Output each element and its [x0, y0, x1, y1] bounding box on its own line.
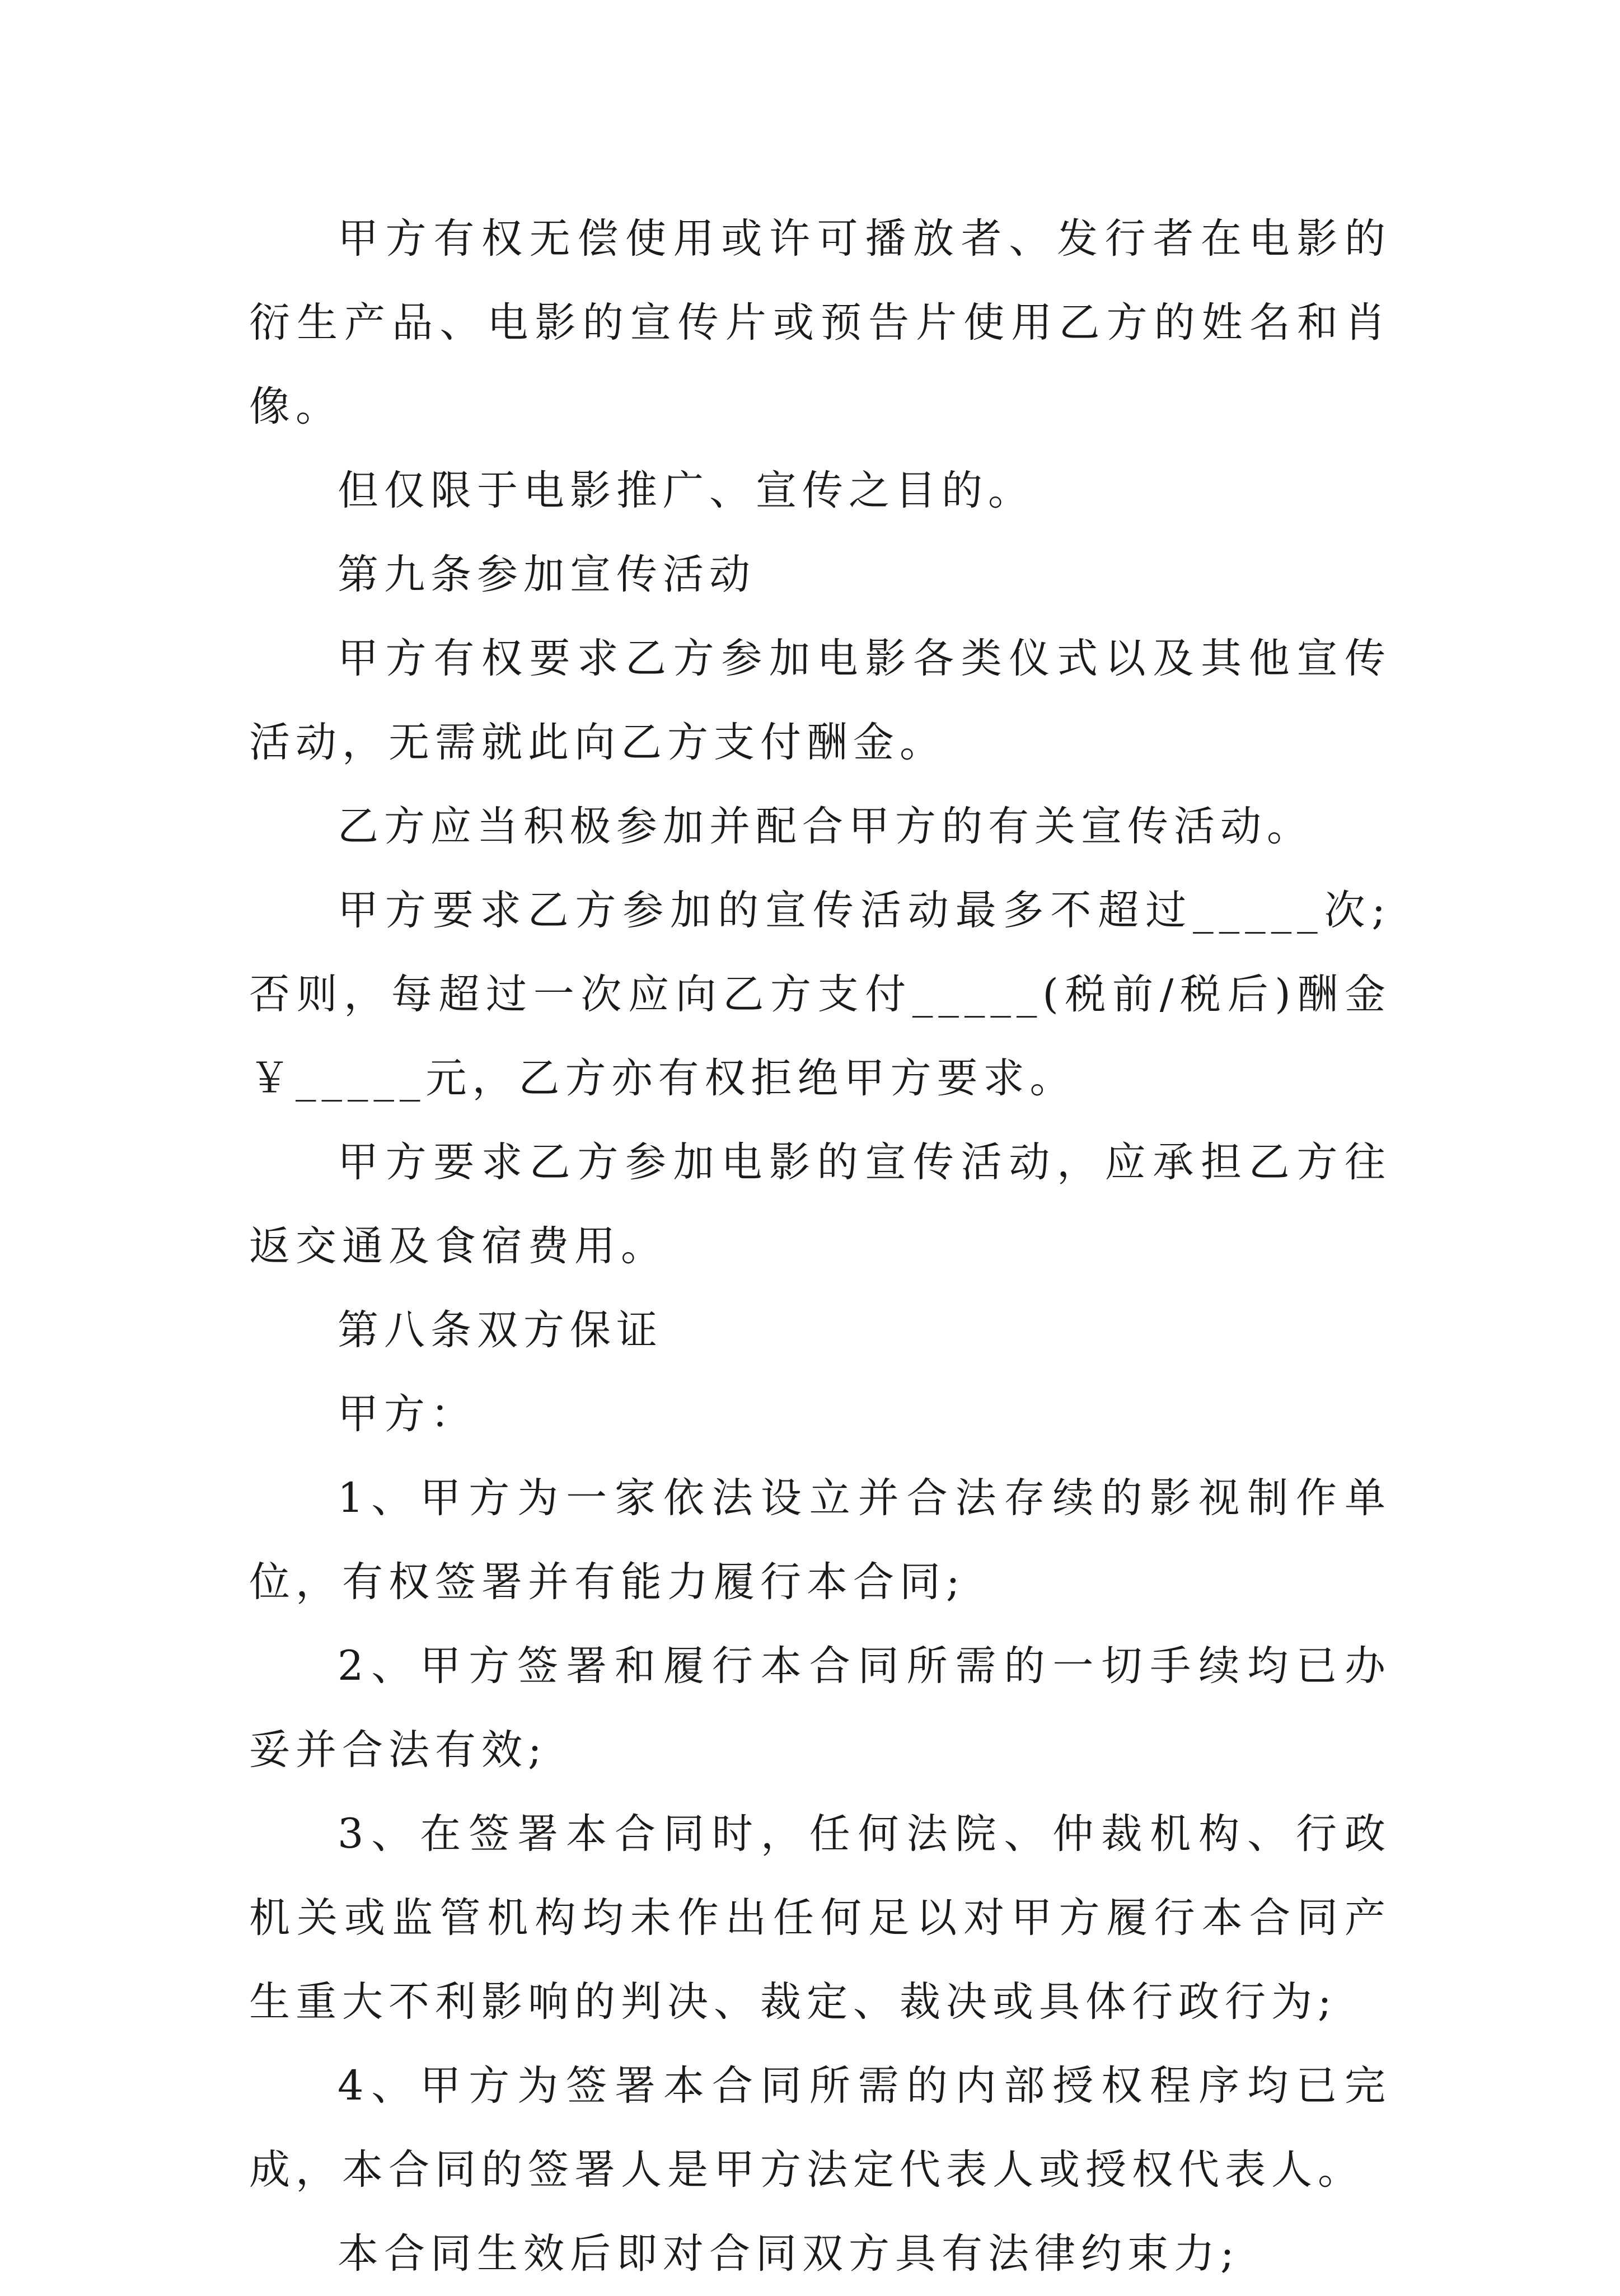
section-heading-article-8: 第八条双方保证 — [338, 1306, 663, 1354]
document-body — [249, 197, 1391, 2296]
warranty-item-1: 1、甲方为一家依法设立并合法存续的影视制作单位，有权签署并有能力履行本合同; — [249, 1474, 1391, 1606]
party-a-label: 甲方： — [338, 1390, 477, 1438]
paragraph-cooperate: 乙方应当积极参加并配合甲方的有关宣传活动。 — [338, 803, 1313, 850]
paragraph-binding-effect: 本合同生效后即对合同双方具有法律约束力; — [338, 2230, 1240, 2278]
paragraph-travel-expenses: 甲方要求乙方参加电影的宣传活动，应承担乙方往返交通及食宿费用。 — [249, 1138, 1391, 1270]
warranty-item-3: 3、在签署本合同时，任何法院、仲裁机构、行政机关或监管机构均未作出任何足以对甲方履行本合同产生重大不利影响的判决、裁定、裁决或具体行政行为; — [249, 1810, 1391, 2026]
paragraph-promotion-request: 甲方有权要求乙方参加电影各类仪式以及其他宣传活动，无需就此向乙方支付酬金。 — [249, 635, 1391, 766]
section-heading-article-9: 第九条参加宣传活动 — [338, 551, 756, 598]
warranty-item-4: 4、甲方为签署本合同所需的内部授权程序均已完成，本合同的签署人是甲方法定代表人或授权代表人。 — [249, 2062, 1391, 2194]
paragraph-license-portrait: 甲方有权无偿使用或许可播放者、发行者在电影的衍生产品、电影的宣传片或预告片使用乙方的姓名和肖像。 — [249, 215, 1391, 430]
paragraph-promotion-limit: 甲方要求乙方参加的宣传活动最多不超过_____次;否则，每超过一次应向乙方支付_____(税前/税后)酬金￥_____元，乙方亦有权拒绝甲方要求。 — [249, 887, 1391, 1102]
warranty-item-2: 2、甲方签署和履行本合同所需的一切手续均已办妥并合法有效; — [249, 1642, 1391, 1774]
paragraph-promotion-purpose: 但仅限于电影推广、宣传之目的。 — [338, 467, 1034, 514]
